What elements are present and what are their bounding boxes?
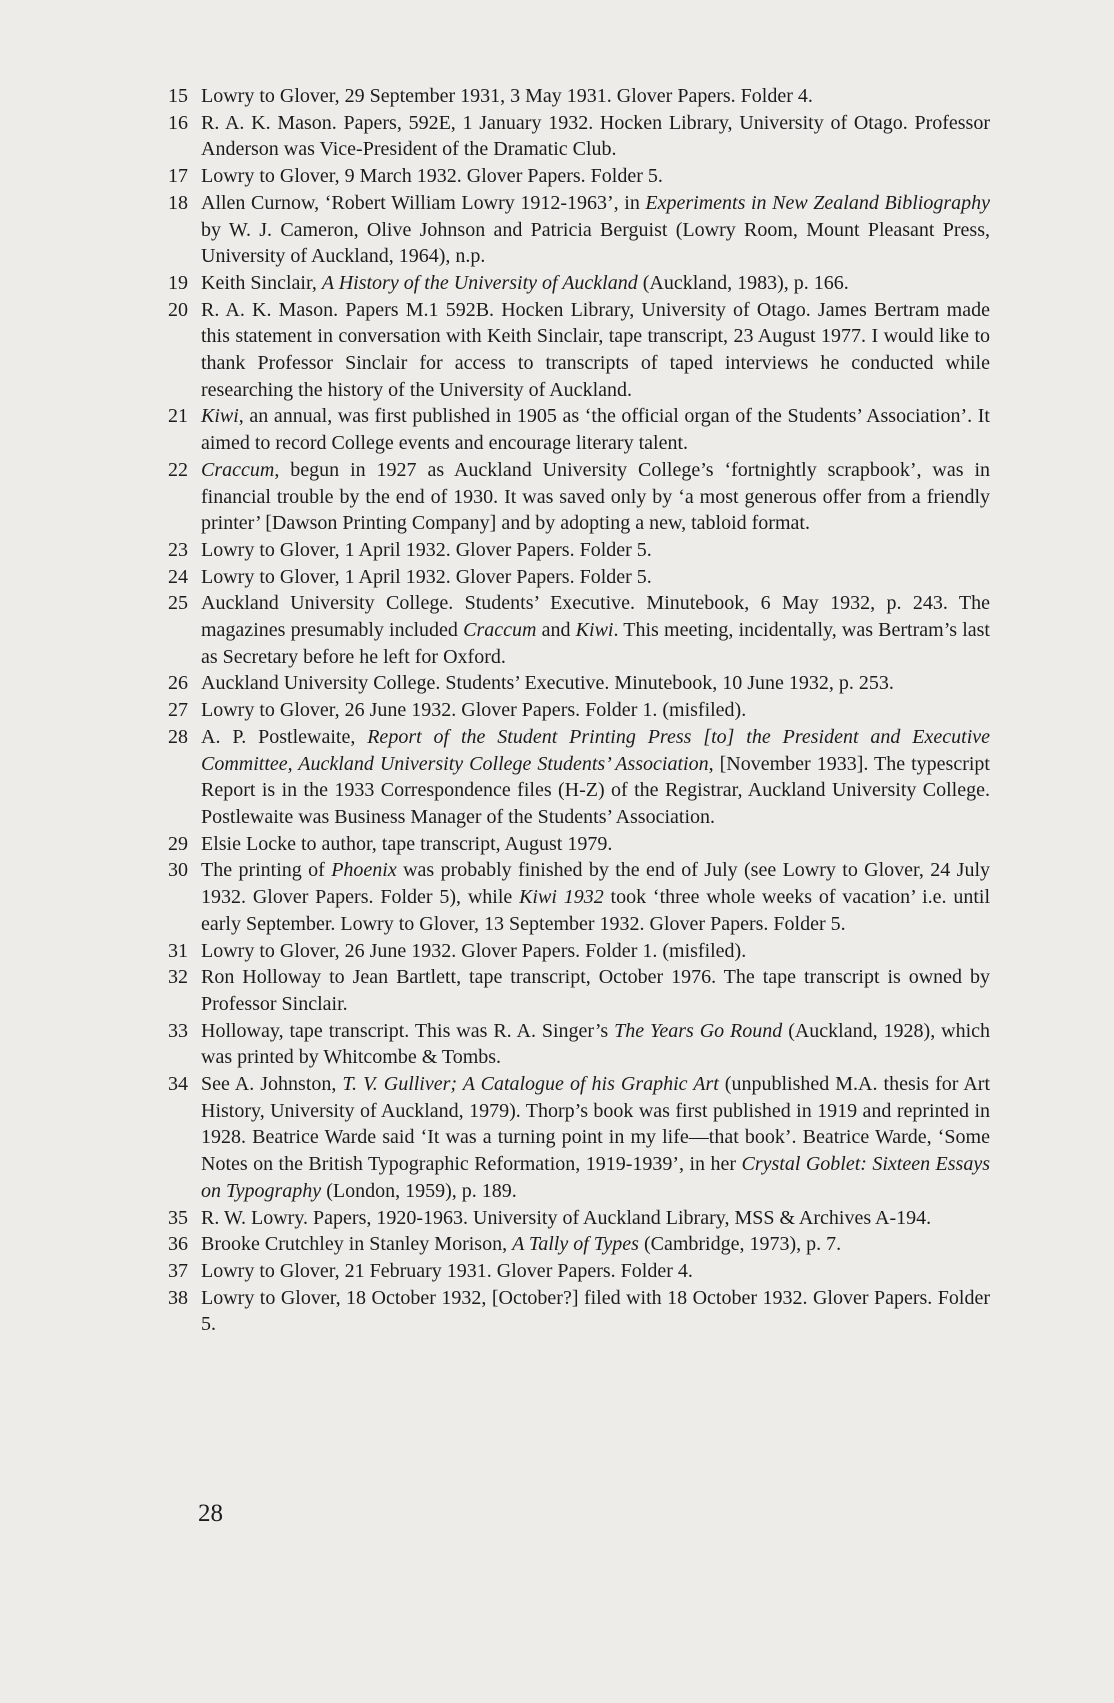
endnote-number: 23 [168,538,188,561]
endnote-item [168,964,990,1017]
endnote-number: 37 [168,1259,188,1282]
endnote-number: 16 [168,111,188,134]
endnote-title-italic: Craccum [463,619,537,642]
endnote-text-run: Lowry to Glover, 18 October 1932, [October?] filed with 18 October 1932. Glover Papers. Folder 5. [201,1286,990,1336]
endnote-number: 20 [168,298,188,321]
endnote-item [168,1231,990,1258]
endnote-item [168,831,990,858]
endnote-text-run: The printing of [201,859,332,882]
endnotes-list [168,83,990,1338]
endnote-number: 17 [168,165,188,188]
endnote-text-run: (Cambridge, 1973), p. 7. [638,1233,842,1256]
endnote-title-italic: The Years Go Round [614,1019,783,1042]
endnote-text [201,190,990,270]
endnote-text [201,857,990,937]
endnote-text-run: Lowry to Glover, 9 March 1932. Glover Papers. Folder 5. [201,165,663,188]
endnote-text-run: and [536,619,576,642]
endnote-item [168,938,990,965]
endnote-item [168,537,990,564]
endnote-text [201,590,990,670]
endnote-text-run: R. W. Lowry. Papers, 1920-1963. University of Auckland Library, MSS & Archives A-194. [201,1206,932,1229]
endnote-number: 18 [168,191,188,214]
endnote-item [168,1205,990,1232]
endnote-number: 35 [168,1206,188,1229]
endnote-text-run: (unpublished M.A. thesis for Art History, University of Auckland, 1979). Thorp’s book was first published in 1919 and reprinted in 1928. Beatrice Warde said ‘It was a turning point in my life—that book’. Beatrice Warde, ‘Some Notes on the British Typographic Reformation, 1919-1939’, in her [201,1073,990,1176]
endnote-text-run: Lowry to Glover, 26 June 1932. Glover Papers. Folder 1. (misfiled). [201,699,747,722]
endnote-text-run: . This meeting, incidentally, was Bertram’s last as Secretary before he left for Oxford. [201,619,990,668]
endnote-text [201,1258,990,1285]
endnote-text-run: , [November 1933]. The typescript Report is in the 1933 Correspondence files (H-Z) of the Registrar, Auckland University College. Postlewaite was Business Manager of the Students’ Association. [201,752,990,828]
endnote-text [201,1231,990,1258]
endnote-item [168,1285,990,1338]
endnote-text-run: See A. Johnston, [201,1073,343,1096]
endnote-text [201,270,990,297]
endnote-text-run: by W. J. Cameron, Olive Johnson and Patricia Berguist (Lowry Room, Mount Pleasant Press, University of Auckland, 1964), n.p. [201,218,990,268]
endnote-text [201,297,990,404]
endnote-text-run: (London, 1959), p. 189. [321,1179,517,1202]
endnote-number: 32 [168,966,188,989]
endnote-text-run: R. A. K. Mason. Papers, 592E, 1 January 1932. Hocken Library, University of Otago. Professor Anderson was Vice-President of the Dramatic Club. [201,111,990,161]
endnote-number: 21 [168,405,188,428]
endnote-number: 34 [168,1073,188,1096]
endnote-text-run: Ron Holloway to Jean Bartlett, tape transcript, October 1976. The tape transcript is owned by Professor Sinclair. [201,966,990,1015]
endnote-number: 30 [168,859,188,882]
endnote-item [168,857,990,937]
endnote-text [201,1018,990,1071]
endnote-text [201,831,990,858]
endnote-text [201,1285,990,1338]
endnote-item [168,564,990,591]
endnote-number: 38 [168,1286,188,1309]
endnote-text-run: R. A. K. Mason. Papers M.1 592B. Hocken Library, University of Otago. James Bertram made this statement in conversation with Keith Sinclair, tape transcript, 23 August 1977. I would like to thank Professor Sinclair for access to transcripts of taped interviews he conducted while researching the history of the University of Auckland. [201,298,990,401]
endnote-item [168,83,990,110]
endnote-item [168,697,990,724]
endnote-number: 36 [168,1233,188,1256]
page-number: 28 [198,1500,223,1527]
endnote-text [201,564,990,591]
endnote-text [201,1071,990,1205]
endnote-number: 33 [168,1019,188,1042]
endnote-number: 24 [168,565,188,588]
endnote-title-italic: A Tally of Types [512,1233,639,1256]
endnote-text-run: (Auckland, 1983), p. 166. [637,271,849,294]
endnote-text-run: (Auckland, 1928), which was printed by Whitcombe & Tombs. [201,1019,991,1069]
endnote-item [168,1258,990,1285]
endnote-item [168,190,990,270]
endnote-number: 29 [168,832,188,855]
endnote-text-run: took ‘three whole weeks of vacation’ i.e. until early September. Lowry to Glover, 13 September 1932. Glover Papers. Folder 5. [201,886,991,935]
endnote-item [168,590,990,670]
endnote-text-run: Keith Sinclair, [201,271,322,294]
endnote-number: 19 [168,271,188,294]
endnote-item [168,270,990,297]
endnote-title-italic: Phoenix [331,859,397,882]
endnote-text [201,697,990,724]
endnote-item [168,457,990,537]
endnote-text-run: , an annual, was first published in 1905 as ‘the official organ of the Students’ Association’. It aimed to record College events and encourage literary talent. [201,405,990,455]
endnote-text-run: Auckland University College. Students’ Executive. Minutebook, 10 June 1932, p. 253. [201,672,894,695]
endnote-number: 27 [168,699,188,722]
endnote-text-run: Elsie Locke to author, tape transcript, August 1979. [201,832,613,855]
endnote-text [201,1205,990,1232]
endnote-text [201,457,990,537]
endnote-text [201,537,990,564]
endnote-number: 28 [168,725,188,748]
endnote-title-italic: Crystal Goblet: Sixteen Essays on Typography [201,1153,990,1202]
endnote-item [168,1071,990,1205]
endnote-item [168,403,990,456]
endnote-text [201,163,990,190]
endnote-number: 25 [168,592,188,615]
endnote-text-run: was probably finished by the end of July (see Lowry to Glover, 24 July 1932. Glover Papers. Folder 5), while [201,859,990,909]
endnote-number: 26 [168,672,188,695]
endnote-item [168,670,990,697]
endnote-text [201,83,990,110]
endnote-text-run: , begun in 1927 as Auckland University College’s ‘fortnightly scrapbook’, was in financial trouble by the end of 1930. It was saved only by ‘a most generous offer from a friendly printer’ [Dawson Printing Company] and by adopting a new, tabloid format. [201,458,990,535]
endnote-text-run: Lowry to Glover, 29 September 1931, 3 May 1931. Glover Papers. Folder 4. [201,85,813,107]
endnote-item [168,297,990,404]
endnote-title-italic: Experiments in New Zealand Bibliography [645,191,990,214]
endnote-text [201,724,990,831]
endnote-text [201,110,990,163]
endnote-number: 22 [168,458,188,481]
endnote-item [168,724,990,831]
endnote-number: 31 [168,939,188,962]
endnote-number: 15 [168,85,188,107]
endnote-text [201,938,990,965]
endnote-text-run: Holloway, tape transcript. This was R. A. Singer’s [201,1019,615,1042]
endnote-text-run: Lowry to Glover, 1 April 1932. Glover Papers. Folder 5. [201,538,652,561]
endnote-text [201,403,990,456]
endnote-title-italic: Kiwi 1932 [519,886,604,909]
endnote-item [168,1018,990,1071]
endnote-title-italic: Craccum [201,458,275,481]
endnote-text-run: Allen Curnow, ‘Robert William Lowry 1912-1963’, in [201,191,646,214]
endnote-text-run: Lowry to Glover, 26 June 1932. Glover Papers. Folder 1. (misfiled). [201,939,747,962]
endnote-item [168,110,990,163]
endnote-text-run: A. P. Postlewaite, [201,725,368,748]
endnote-title-italic: T. V. Gulliver; A Catalogue of his Graphic Art [342,1073,719,1096]
endnote-text-run: Auckland University College. Students’ Executive. Minutebook, 6 May 1932, p. 243. The magazines presumably included [201,592,990,642]
endnote-text [201,670,990,697]
endnote-item [168,163,990,190]
endnote-title-italic: A History of the University of Auckland [321,271,638,294]
endnote-text [201,964,990,1017]
endnote-title-italic: Kiwi [575,619,614,642]
endnote-text-run: Lowry to Glover, 21 February 1931. Glover Papers. Folder 4. [201,1259,693,1282]
endnote-title-italic: Kiwi [201,405,239,428]
endnote-title-italic: Report of the Student Printing Press [to] the President and Executive Committee, Auckland University College Students’ Association [201,725,991,775]
endnote-text-run: Brooke Crutchley in Stanley Morison, [201,1233,513,1256]
endnote-text-run: Lowry to Glover, 1 April 1932. Glover Papers. Folder 5. [201,565,652,588]
